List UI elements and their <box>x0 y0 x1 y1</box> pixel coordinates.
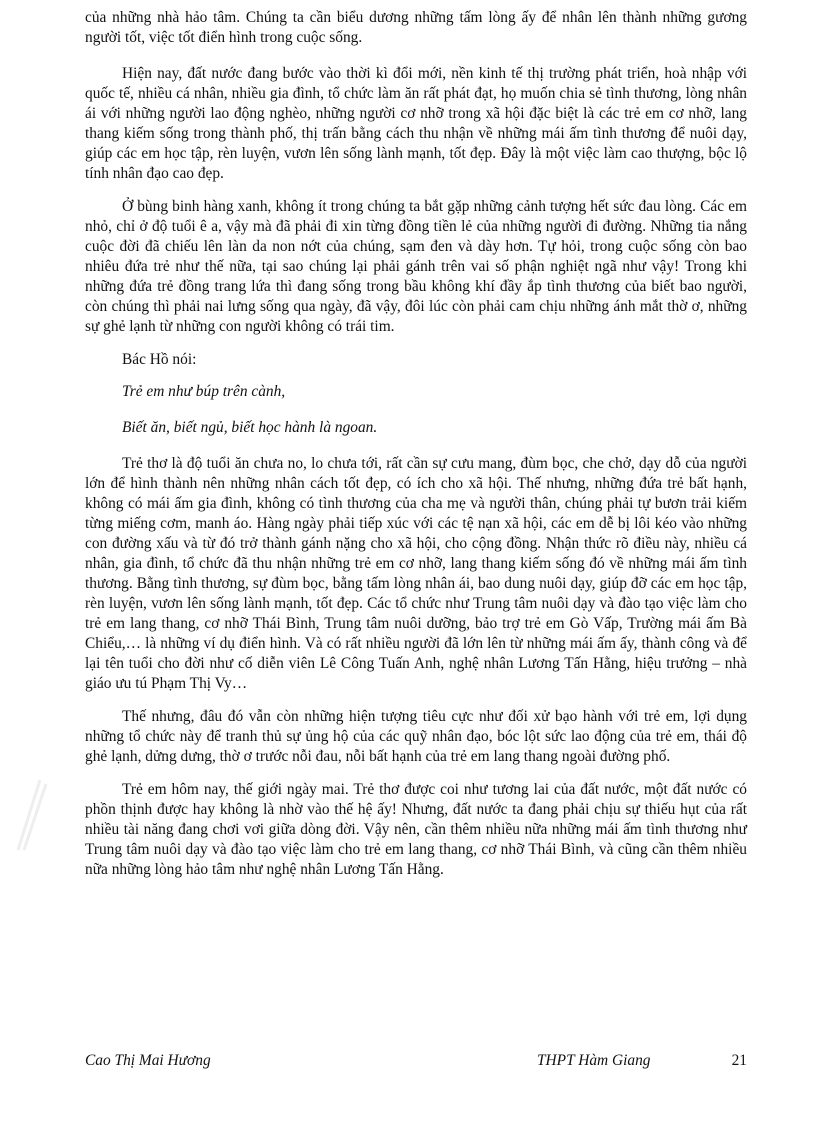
paragraph-continuation: của những nhà hảo tâm. Chúng ta cần biểu dương những tấm lòng ấy để nhân lên thành những gương người tốt, việc tốt điển hình trong cuộc sống. <box>85 9 747 46</box>
body-text <box>85 8 747 893</box>
paragraph: Trẻ em hôm nay, thế giới ngày mai. Trẻ thơ được coi như tương lai của đất nước, một đất nước có phồn thịnh được hay không là nhờ vào thế hệ ấy! Nhưng, đất nước ta đang phải chịu sự thiếu hụt của rất nhiều tài năng đang chơi vơi giữa dòng đời. Vậy nên, cần thêm nhiều nữa những mái ấm tình thương như Trung tâm nuôi dạy và đào tạo việc làm cho trẻ em lang thang, cơ nhỡ Thái Bình, và cũng cần thêm nhiều nữa những lòng hảo tâm như nghệ nhân Lương Tấn Hằng. <box>85 781 747 878</box>
paragraph: Ở bùng binh hàng xanh, không ít trong chúng ta bắt gặp những cảnh tượng hết sức đau lòng. Các em nhỏ, chỉ ở độ tuổi ê a, vậy mà đã phải đi xin từng đồng tiền lẻ của những người đi đường. Những tia nắng cuộc đời đã chiếu lên làn da non nớt của chúng, sạm đen và dày hơn. Tự hỏi, trong cuộc sống còn bao nhiêu đứa trẻ như thế nữa, tại sao chúng lại phải gánh trên vai số phận nghiệt ngã như vậy! Trong khi những đứa trẻ đồng trang lứa thì đang sống trong bầu không khí đầy ắp tình thương của biết bao người, còn chúng thì phải nai lưng sống qua ngày, đã vậy, đôi lúc còn phải cam chịu những ánh mắt thờ ơ, những sự ghẻ lạnh từ những con người không có trái tim. <box>85 198 747 335</box>
paragraph: Trẻ thơ là độ tuổi ăn chưa no, lo chưa tới, rất cần sự cưu mang, đùm bọc, che chở, dạy dỗ của người lớn để hình thành nên những nhân cách tốt đẹp, có ích cho xã hội. Thế nhưng, những đứa trẻ bất hạnh, không có mái ấm gia đình, không có tình thương của cha mẹ và người thân, chúng phải tự bươn trải kiếm từng miếng cơm, manh áo. Hàng ngày phải tiếp xúc với các tệ nạn xã hội, các em dễ bị lôi kéo vào những con đường xấu và từ đó trở thành gánh nặng cho xã hội, cho cộng đồng. Nhận thức rõ điều này, nhiều cá nhân, gia đình, tổ chức đã thu nhận những trẻ em cơ nhỡ, lang thang kiếm sống đó về những mái ấm tình thương. Bằng tình thương, sự đùm bọc, bằng tấm lòng nhân ái, bao dung nuôi dạy, giúp đỡ các em học tập, rèn luyện, vươn lên sống lành mạnh, tốt đẹp. Các tổ chức như Trung tâm nuôi dạy và đào tạo việc làm cho trẻ em lang thang, cơ nhỡ Thái Bình, Trung tâm nuôi dưỡng, bảo trợ trẻ em Gò Vấp, Trường mái ấm Bà Chiểu,… là những ví dụ điển hình. Và có rất nhiều người đã lớn lên từ những mái ấm ấy, thành công và để lại tên tuổi cho đời như cố diễn viên Lê Công Tuấn Anh, nghệ nhân Lương Tấn Hằng, hiệu trưởng – nhà giáo ưu tú Phạm Thị Vy… <box>85 455 747 692</box>
page-footer <box>85 1050 747 1072</box>
paragraph: Hiện nay, đất nước đang bước vào thời kì đổi mới, nền kinh tế thị trường phát triển, hoà nhập với quốc tế, nhiều cá nhân, nhiều gia đình, tổ chức làm ăn rất phát đạt, họ muốn chia sẻ tình thương, lòng nhân ái với những người lao động nghèo, những người cơ nhỡ trong xã hội đặc biệt là các trẻ em cơ nhỡ, lang thang kiếm sống trong thành phố, thị trấn bằng cách thu nhận về những mái ấm tình thương để nuôi dạy, giúp các em học tập, rèn luyện, vươn lên sống lành mạnh, tốt đẹp. Đây là một việc làm cao thượng, bộc lộ tính nhân đạo cao đẹp. <box>85 65 747 182</box>
verse-line: Trẻ em như búp trên cành, <box>122 383 286 400</box>
verse-line: Biết ăn, biết ngủ, biết học hành là ngoan. <box>122 419 378 436</box>
page-number: 21 <box>731 1052 747 1069</box>
quote-intro: Bác Hồ nói: <box>122 351 197 368</box>
footer-author: Cao Thị Mai Hương <box>85 1052 211 1069</box>
watermark-mark <box>10 770 50 860</box>
footer-school: THPT Hàm Giang <box>537 1052 651 1069</box>
paragraph: Thế nhưng, đâu đó vẫn còn những hiện tượng tiêu cực như đối xử bạo hành với trẻ em, lợi dụng những tổ chức này để tranh thủ sự ủng hộ của các quỹ nhân đạo, bóc lột sức lao động của trẻ em, thái độ ghẻ lạnh, dửng dưng, thờ ơ trước nỗi đau, nỗi bất hạnh của trẻ em lang thang ngoài đường phố. <box>85 708 747 765</box>
